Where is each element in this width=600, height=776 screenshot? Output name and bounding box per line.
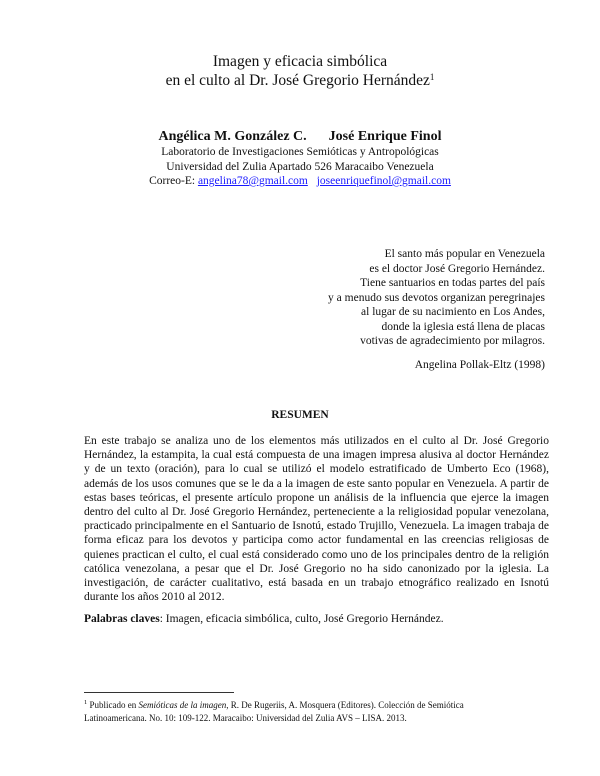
paper-title bbox=[0, 52, 600, 90]
footnote-book-title: Semióticas de la imagen bbox=[138, 700, 227, 710]
abstract-text: En este trabajo se analiza uno de los elementos más utilizados en el culto al Dr. José Gregorio Hernández, la estampita, la cual está compuesta de una imagen impresa alusiva al doctor Hernández y de un texto (oración), para lo cual se utilizó el modelo estratificado de Umberto Eco (1968), además de los usos comunes que se le da a la imagen de este santo popular en Venezuela. A partir de estas bases teóricas, el presente artículo propone un análisis de la influencia que ejerce la imagen dentro del culto al Dr. José Gregorio Hernández, perteneciente a la religiosidad popular venezolana, practicado principalmente en el Santuario de Isnotú, estado Trujillo, Venezuela. La imagen trabaja de forma eficaz para los devotos y participa como actor fundamental en las creencias religiosas de quienes practican el culto, el cual está considerado como uno de los principales dentro de la religión católica venezolana, a pesar que el Dr. José Gregorio no ha sido canonizado por la iglesia. La investigación, de carácter cualitativo, está basada en un trabajo etnográfico realizado en Isnotú durante los años 2010 al 2012. bbox=[84, 435, 549, 604]
email-label: Correo-E: bbox=[149, 175, 196, 187]
footnote-divider bbox=[84, 692, 234, 693]
epigraph-line: es el doctor José Gregorio Hernández. bbox=[369, 262, 545, 275]
keywords-text: : Imagen, eficacia simbólica, culto, José Gregorio Hernández. bbox=[159, 613, 444, 625]
affiliation-emails bbox=[0, 174, 600, 189]
epigraph-author: Angelina Pollak-Eltz (1998) bbox=[414, 358, 545, 371]
footnote-mark: 1 bbox=[84, 699, 88, 706]
authors bbox=[0, 128, 600, 145]
epigraph-line: votivas de agradecimiento por milagros. bbox=[360, 335, 545, 347]
epigraph bbox=[225, 247, 545, 372]
affiliation bbox=[0, 145, 600, 189]
footnote-rest: , R. De Rugeriis, A. Mosquera (Editores). Colección de Semiótica Latinoamericana. No. 10: 109-122. Maracaibo: Universidad del Zulia AVS – LISA. 2013. bbox=[84, 700, 464, 723]
epigraph-line: donde la iglesia está llena de placas bbox=[381, 320, 545, 333]
title-footnote-mark[interactable]: 1 bbox=[429, 72, 435, 82]
title-line-2 bbox=[0, 71, 600, 90]
title-line-2-text: en el culto al Dr. José Gregorio Hernández bbox=[165, 72, 430, 89]
affiliation-lab: Laboratorio de Investigaciones Semióticas y Antropológicas bbox=[161, 146, 439, 158]
epigraph-line: y a menudo sus devotos organizan peregrinajes bbox=[328, 291, 545, 304]
epigraph-line: El santo más popular en Venezuela bbox=[384, 248, 545, 260]
epigraph-line: Tiene santuarios en todas partes del país bbox=[360, 277, 545, 289]
footnote-prefix: Publicado en bbox=[87, 700, 139, 710]
footnote bbox=[84, 697, 514, 724]
title-line-1: Imagen y eficacia simbólica bbox=[212, 53, 388, 70]
keywords-label: Palabras claves bbox=[84, 613, 160, 625]
epigraph-line: al lugar de su nacimiento en Los Andes, bbox=[361, 306, 545, 318]
abstract-heading: RESUMEN bbox=[271, 409, 329, 421]
author-2: José Enrique Finol bbox=[328, 129, 442, 144]
affiliation-university: Universidad del Zulia Apartado 526 Maracaibo Venezuela bbox=[166, 160, 434, 173]
author-1: Angélica M. González C. bbox=[158, 129, 307, 144]
email-link-1[interactable]: angelina78@gmail.com bbox=[197, 175, 308, 187]
email-link-2[interactable]: joseenriquefinol@gmail.com bbox=[316, 175, 451, 187]
keywords bbox=[84, 612, 554, 626]
